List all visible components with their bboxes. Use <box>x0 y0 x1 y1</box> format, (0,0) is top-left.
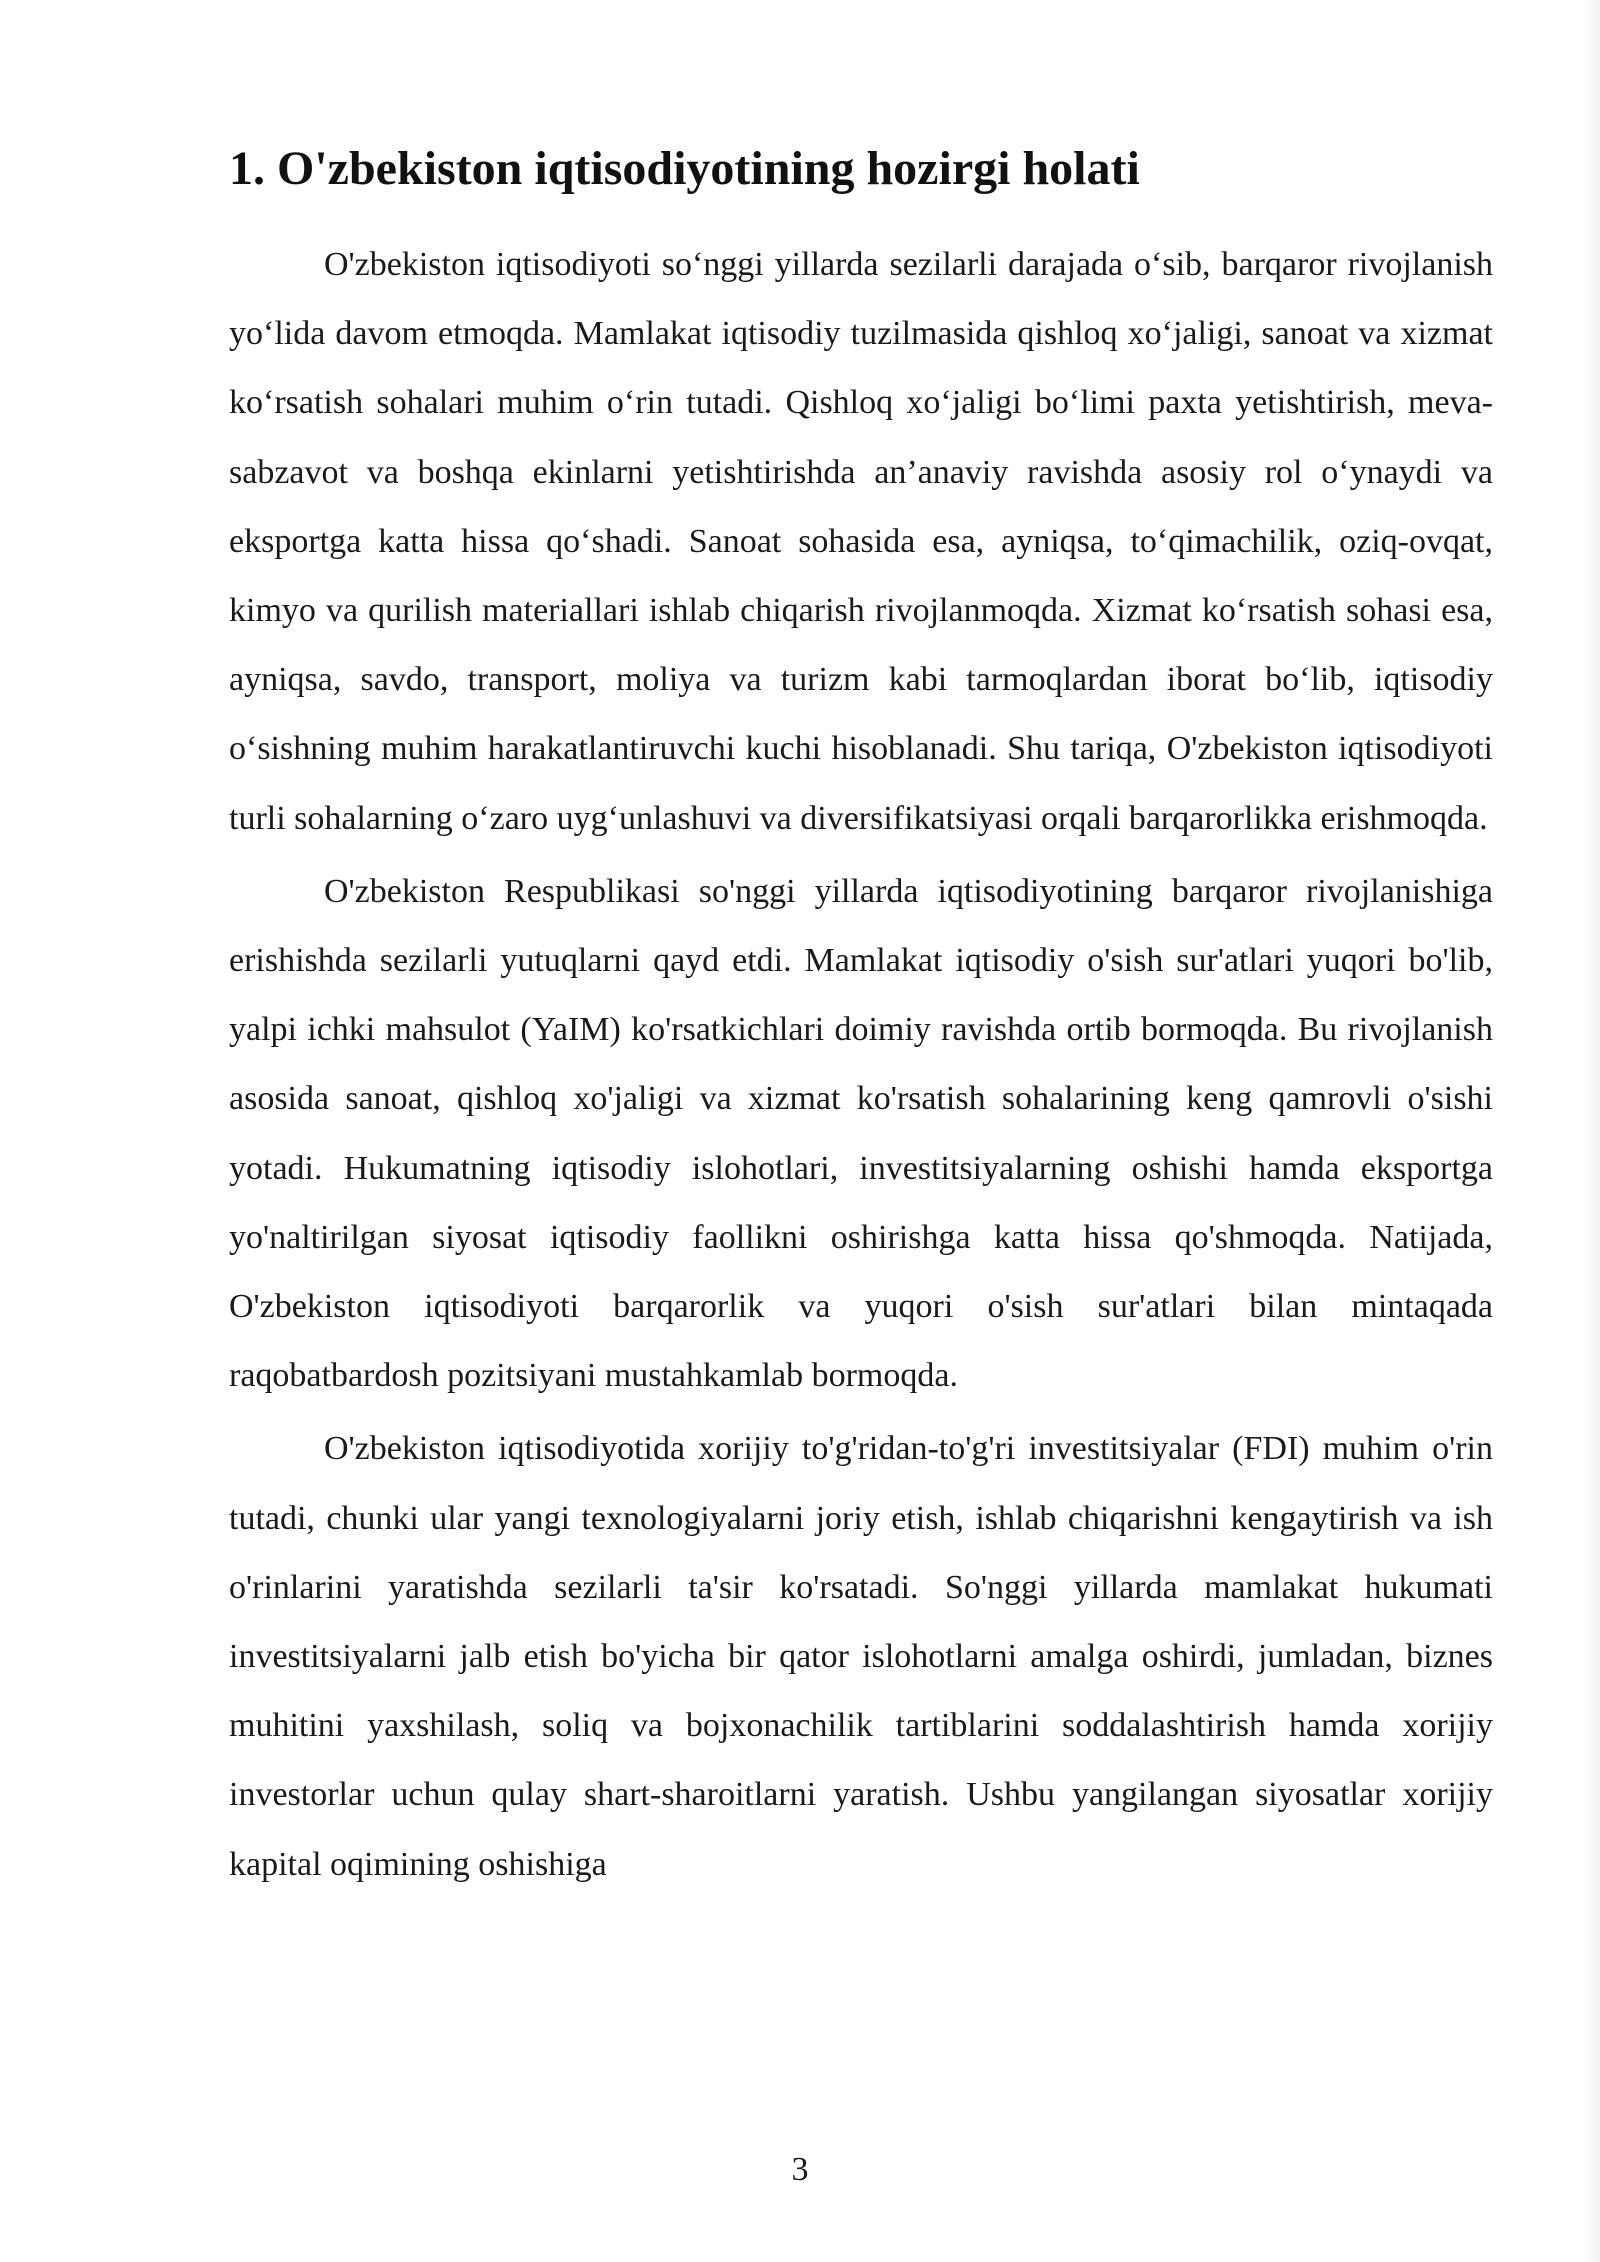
page-edge-shadow <box>1582 0 1600 2262</box>
page-content <box>229 134 1493 1903</box>
paragraph-foreign-investment: O'zbekiston iqtisodiyotida xorijiy to'g'ridan-to'g'ri investitsiyalar (FDI) muhim o'rin tutadi, chunki ular yangi texnologiyalarni joriy etish, ishlab chiqarishni kengaytirish va ish o'rinlarini yaratishda sezilarli ta'sir ko'rsatadi. So'nggi yillarda mamlakat hukumati investitsiyalarni jalb etish bo'yicha bir qator islohotlarni amalga oshirdi, jumladan, biznes muhitini yaxshilash, soliq va bojxonachilik tartiblarini soddalashtirish hamda xorijiy investorlar uchun qulay shart-sharoitlarni yaratish. Ushbu yangilangan siyosatlar xorijiy kapital oqimining oshishiga <box>229 1430 1493 1883</box>
section-heading: 1. O'zbekiston iqtisodiyotining hozirgi holati <box>229 142 1140 195</box>
page-number: 3 <box>791 2151 809 2188</box>
paragraph-economic-growth: O'zbekiston Respublikasi so'nggi yillarda iqtisodiyotining barqaror rivojlanishiga erishishda sezilarli yutuqlarni qayd etdi. Mamlakat iqtisodiy o'sish sur'atlari yuqori bo'lib, yalpi ichki mahsulot (YaIM) ko'rsatkichlari doimiy ravishda ortib bormoqda. Bu rivojlanish asosida sanoat, qishloq xo'jaligi va xizmat ko'rsatish sohalarining keng qamrovli o'sishi yotadi. Hukumatning iqtisodiy islohotlari, investitsiyalarning oshishi hamda eksportga yo'naltirilgan siyosat iqtisodiy faollikni oshirishga katta hissa qo'shmoqda. Natijada, O'zbekiston iqtisodiyoti barqarorlik va yuqori o'sish sur'atlari bilan mintaqada raqobatbardosh pozitsiyani mustahkamlab bormoqda. <box>229 872 1493 1395</box>
paragraph-economy-overview: O'zbekiston iqtisodiyoti so‘nggi yillarda sezilarli darajada o‘sib, barqaror rivojlanish yo‘lida davom etmoqda. Mamlakat iqtisodiy tuzilmasida qishloq xo‘jaligi, sanoat va xizmat ko‘rsatish sohalari muhim o‘rin tutadi. Qishloq xo‘jaligi bo‘limi paxta yetishtirish, meva-sabzavot va boshqa ekinlarni yetishtirishda an’anaviy ravishda asosiy rol o‘ynaydi va eksportga katta hissa qo‘shadi. Sanoat sohasida esa, ayniqsa, to‘qimachilik, oziq-ovqat, kimyo va qurilish materiallari ishlab chiqarish rivojlanmoqda. Xizmat ko‘rsatish sohasi esa, ayniqsa, savdo, transport, moliya va turizm kabi tarmoqlardan iborat bo‘lib, iqtisodiy o‘sishning muhim harakatlantiruvchi kuchi hisoblanadi. Shu tariqa, O'zbekiston iqtisodiyoti turli sohalarning o‘zaro uyg‘unlashuvi va diversifikatsiyasi orqali barqarorlikka erishmoqda. <box>229 246 1493 837</box>
